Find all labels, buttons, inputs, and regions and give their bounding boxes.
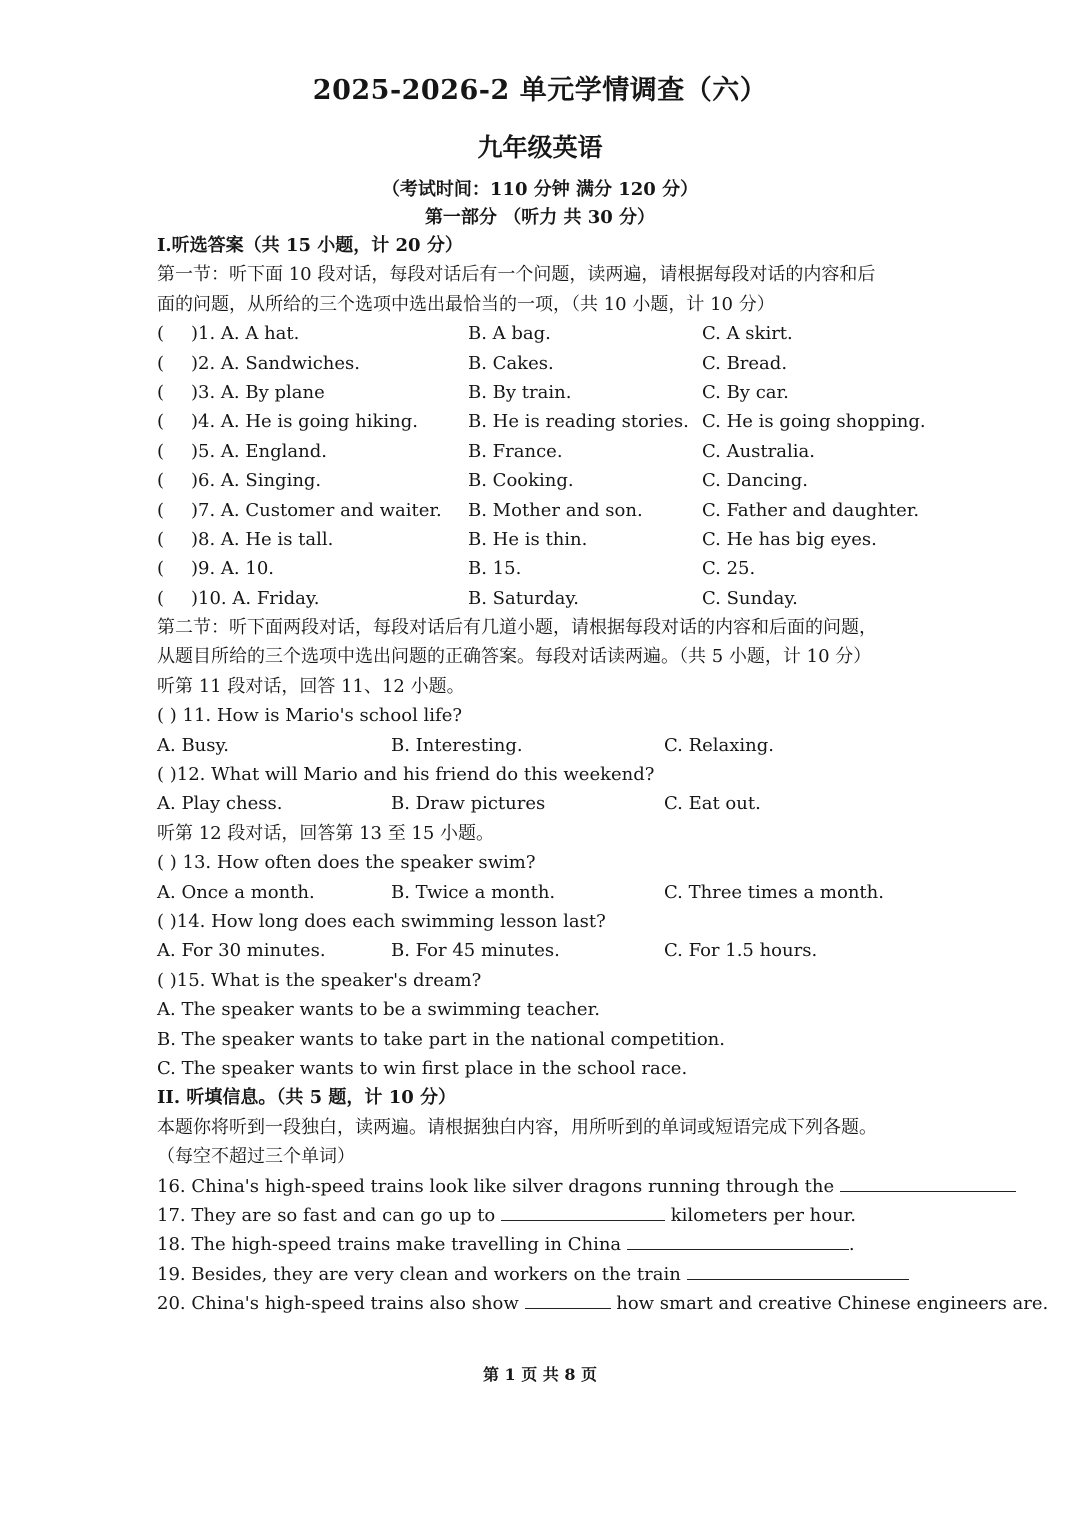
answer-paren[interactable]: ( <box>157 411 165 433</box>
option-b: B. For 45 minutes. <box>391 940 560 962</box>
option-c: C. 25. <box>702 558 756 580</box>
fill-item-text: 18. The high-speed trains make travelling in China <box>157 1234 627 1256</box>
dialog11-intro: 听第 11 段对话，回答 11、12 小题。 <box>157 675 465 697</box>
option-a: A. Once a month. <box>157 881 315 903</box>
option-a: A. Play chess. <box>157 793 283 815</box>
option-c: C. The speaker wants to win first place in the school race. <box>157 1057 688 1079</box>
option-c: C. He is going shopping. <box>702 411 926 433</box>
option-a: )10. A. Friday. <box>191 587 320 609</box>
answer-blank[interactable] <box>525 1290 611 1309</box>
option-c: C. He has big eyes. <box>702 528 877 550</box>
question-13: ( ) 13. How often does the speaker swim? <box>157 852 536 874</box>
question-12: ( )12. What will Mario and his friend do this weekend? <box>157 764 655 786</box>
option-b: B. Draw pictures <box>391 793 546 815</box>
option-b: B. He is reading stories. <box>468 411 689 433</box>
question-row <box>157 496 937 525</box>
option-c: C. Sunday. <box>702 587 798 609</box>
dialog12-intro: 听第 12 段对话，回答第 13 至 15 小题。 <box>157 822 495 844</box>
option-c: C. Relaxing. <box>664 734 775 756</box>
question-15: ( )15. What is the speaker's dream? <box>157 969 482 991</box>
option-a: )2. A. Sandwiches. <box>191 352 360 374</box>
part2-instruction-line2: 从题目所给的三个选项中选出问题的正确答案。每段对话读两遍。（共 5 小题，计 10 分） <box>157 646 872 668</box>
fill-item-16 <box>157 1172 937 1201</box>
option-a: A. For 30 minutes. <box>157 940 326 962</box>
option-c: C. Bread. <box>702 352 788 374</box>
question-13-options <box>157 878 937 907</box>
answer-paren[interactable]: ( <box>157 381 165 403</box>
question-row <box>157 584 937 613</box>
option-b: B. He is thin. <box>468 528 588 550</box>
fill-item-text-after: kilometers per hour. <box>665 1204 857 1226</box>
fill-item-text-after: how smart and creative Chinese engineers are. <box>610 1293 1049 1315</box>
option-c: C. For 1.5 hours. <box>664 940 818 962</box>
option-b: B. Interesting. <box>391 734 523 756</box>
fill-item-text: 20. China's high-speed trains also show <box>157 1293 525 1315</box>
answer-blank[interactable] <box>687 1261 909 1280</box>
question-14: ( )14. How long does each swimming lesson last? <box>157 910 606 932</box>
option-a: )8. A. He is tall. <box>191 528 334 550</box>
option-c: C. Three times a month. <box>664 881 884 903</box>
option-c: C. Dancing. <box>702 470 809 492</box>
answer-paren[interactable]: ( <box>157 440 165 462</box>
section2-instruction-line2: （每空不超过三个单词） <box>157 1146 355 1168</box>
question-12-options <box>157 789 937 818</box>
answer-paren[interactable]: ( <box>157 323 165 345</box>
section1-heading: I.听选答案（共 15 小题，计 20 分） <box>157 235 463 256</box>
question-row <box>157 407 937 436</box>
option-b: B. Saturday. <box>468 587 579 609</box>
answer-blank[interactable] <box>627 1231 849 1250</box>
answer-paren[interactable]: ( <box>157 499 165 521</box>
option-c: C. A skirt. <box>702 323 793 345</box>
exam-content <box>157 231 1049 1318</box>
exam-info: （考试时间：110 分钟 满分 120 分） <box>381 179 699 200</box>
question-row <box>157 378 937 407</box>
question-list <box>157 319 937 613</box>
answer-paren[interactable]: ( <box>157 352 165 374</box>
fill-item-17 <box>157 1201 937 1230</box>
option-b: B. Twice a month. <box>391 881 556 903</box>
exam-subtitle: 九年级英语 <box>477 133 603 162</box>
answer-paren[interactable]: ( <box>157 587 165 609</box>
option-c: C. By car. <box>702 381 789 403</box>
answer-blank[interactable] <box>840 1173 1016 1192</box>
answer-paren[interactable]: ( <box>157 558 165 580</box>
fill-item-18 <box>157 1230 937 1259</box>
answer-blank[interactable] <box>501 1202 665 1221</box>
question-row <box>157 349 937 378</box>
part1-title: 第一部分 （听力 共 30 分） <box>424 207 656 228</box>
question-14-options <box>157 936 937 965</box>
option-b: B. A bag. <box>468 323 551 345</box>
fill-item-text: 19. Besides, they are very clean and workers on the train <box>157 1263 687 1285</box>
option-a: )9. A. 10. <box>191 558 274 580</box>
question-11-options <box>157 731 937 760</box>
question-row <box>157 437 937 466</box>
option-b: B. By train. <box>468 381 572 403</box>
option-b: B. 15. <box>468 558 522 580</box>
part1-instruction-line1: 第一节：听下面 10 段对话，每段对话后有一个问题，读两遍，请根据每段对话的内容和后 <box>157 264 876 286</box>
question-row <box>157 319 937 348</box>
option-a: )4. A. He is going hiking. <box>191 411 418 433</box>
section2-heading: II. 听填信息。（共 5 题，计 10 分） <box>157 1087 457 1109</box>
question-row <box>157 525 937 554</box>
option-a: )7. A. Customer and waiter. <box>191 499 442 521</box>
fill-item-19 <box>157 1260 937 1289</box>
exam-title: 2025-2026-2 单元学情调查（六） <box>312 75 768 106</box>
option-c: C. Eat out. <box>664 793 761 815</box>
option-b: B. Cakes. <box>468 352 554 374</box>
option-a: )1. A. A hat. <box>191 323 300 345</box>
question-11: ( ) 11. How is Mario's school life? <box>157 705 463 727</box>
question-row <box>157 466 937 495</box>
option-a: A. The speaker wants to be a swimming teacher. <box>157 999 600 1021</box>
section2-instruction-line1: 本题你将听到一段独白，读两遍。请根据独白内容，用所听到的单词或短语完成下列各题。 <box>157 1116 877 1138</box>
page-number: 第 1 页 共 8 页 <box>482 1365 598 1384</box>
option-a: )5. A. England. <box>191 440 327 462</box>
fill-item-text-after: . <box>848 1234 855 1256</box>
option-c: C. Australia. <box>702 440 815 462</box>
fill-item-20 <box>157 1289 1049 1318</box>
option-b: B. France. <box>468 440 563 462</box>
part1-instruction-line2: 面的问题，从所给的三个选项中选出最恰当的一项，（共 10 小题，计 10 分） <box>157 293 775 315</box>
option-b: B. Cooking. <box>468 470 574 492</box>
option-b: B. Mother and son. <box>468 499 643 521</box>
question-row <box>157 554 937 583</box>
answer-paren[interactable]: ( <box>157 470 165 492</box>
option-c: C. Father and daughter. <box>702 499 920 521</box>
option-a: )3. A. By plane <box>191 381 325 403</box>
option-a: A. Busy. <box>157 734 229 756</box>
part2-instruction-line1: 第二节：听下面两段对话，每段对话后有几道小题，请根据每段对话的内容和后面的问题， <box>157 617 877 639</box>
option-a: )6. A. Singing. <box>191 470 322 492</box>
option-b: B. The speaker wants to take part in the national competition. <box>157 1028 725 1050</box>
answer-paren[interactable]: ( <box>157 528 165 550</box>
fill-item-text: 17. They are so fast and can go up to <box>157 1204 501 1226</box>
fill-item-text: 16. China's high-speed trains look like silver dragons running through the <box>157 1175 840 1197</box>
